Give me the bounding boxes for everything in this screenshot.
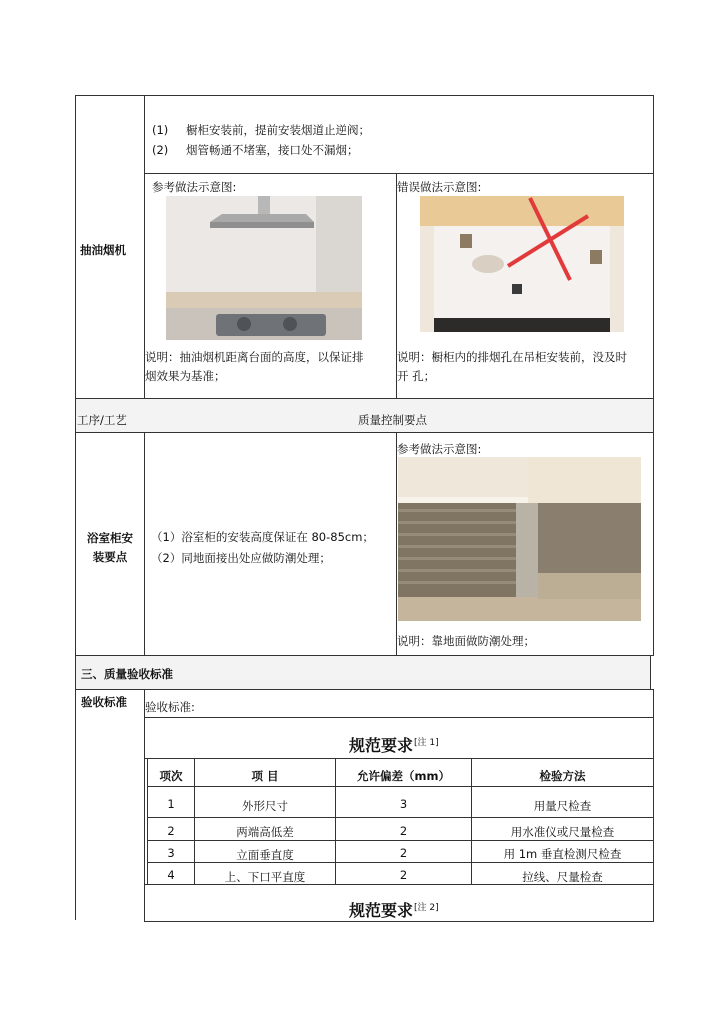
bath-req1: （1）浴室柜的安装高度保证在 80-85cm； [151,530,374,544]
inner-row-1 [147,786,653,787]
hood-req2-num: (2) [152,143,169,157]
table-row-3-tol: 2 [399,846,408,860]
bath-note: 说明：靠地面做防潮处理； [397,634,535,648]
bath-label-2: 装要点 [92,550,128,564]
spec1-heading [349,733,439,756]
hood-wrong-photo [420,196,624,332]
border-top [75,95,654,96]
border-row-1 [144,173,654,174]
header-quality: 质量控制要点 [358,413,427,427]
border-row-7 [144,758,654,759]
hood-req1-num: (1) [152,123,169,137]
section3-sublabel: 验收标准: [145,700,195,714]
table-row-1-tol: 3 [399,797,408,811]
table-row-3-method: 用 1m 垂直检测尺检查 [503,847,622,861]
table-row-4-no: 4 [167,868,175,882]
hood-req1-text: 橱柜安装前，提前安装烟道止逆阀； [186,123,370,137]
table-row-3-item: 立面垂直度 [236,848,294,862]
bath-caption: 参考做法示意图: [397,442,482,456]
table-row-2-tol: 2 [399,824,408,838]
table-row-1-item: 外形尺寸 [242,799,288,813]
table-row-4-method: 拉线、尺量检查 [522,870,603,884]
border-label-col-lower [144,689,145,921]
table-row-2-no: 2 [167,824,175,838]
table-row-1-method: 用量尺检查 [533,799,592,813]
hood-correct-caption: 参考做法示意图: [152,180,237,194]
table-row-4-tol: 2 [399,868,408,882]
inner-row-3 [147,840,653,841]
table-row-1-no: 1 [167,797,175,811]
table-row-2-item: 两端高低差 [236,825,294,839]
table-header-method: 检验方法 [539,769,586,783]
section3-title: 三、质量验收标准 [81,667,173,681]
spec2-title: 规范要求 [349,901,414,920]
hood-wrong-note-2: 开 孔； [397,369,436,383]
spec1-title: 规范要求 [349,736,414,755]
hood-wrong-caption: 错误做法示意图: [397,180,482,194]
bath-photo [398,457,641,621]
border-row-3 [75,432,654,433]
table-header-no: 项次 [159,769,183,783]
border-row-5 [75,689,654,690]
border-right-sec3 [650,655,651,690]
table-header-tol: 允许偏差（mm） [357,769,450,783]
table-row-2-method: 用水准仪或尺量检查 [510,825,615,839]
border-left [75,95,76,920]
table-row-4-item: 上、下口平直度 [224,870,306,884]
border-right-lower [653,689,654,921]
border-mid-col-bath [396,432,397,655]
hood-correct-note-2: 烟效果为基准； [145,369,226,383]
inner-row-2 [147,817,653,818]
spec2-heading [349,898,439,921]
bath-req2: （2）同地面接出处应做防潮处理； [151,551,331,565]
border-row-6 [144,717,654,718]
hood-label: 抽油烟机 [80,243,126,257]
table-header-item: 项 目 [251,769,279,783]
section3-label: 验收标准 [81,695,127,709]
border-bottom [144,921,654,922]
border-right [653,95,654,655]
hood-correct-note-1: 说明：抽油烟机距离台面的高度，以保证排 [145,350,364,364]
hood-wrong-note-1: 说明：橱柜内的排烟孔在吊柜安装前，没及时 [397,350,627,364]
hood-req2-text: 烟管畅通不堵塞，接口处不漏烟； [186,143,359,157]
table-row-3-no: 3 [167,846,175,860]
header-process: 工序/工艺 [77,413,127,427]
spec1-note: [注 1] [414,738,439,748]
spec2-note: [注 2] [414,903,439,913]
bath-label-1: 浴室柜安 [87,531,133,545]
hood-correct-photo [166,196,362,340]
